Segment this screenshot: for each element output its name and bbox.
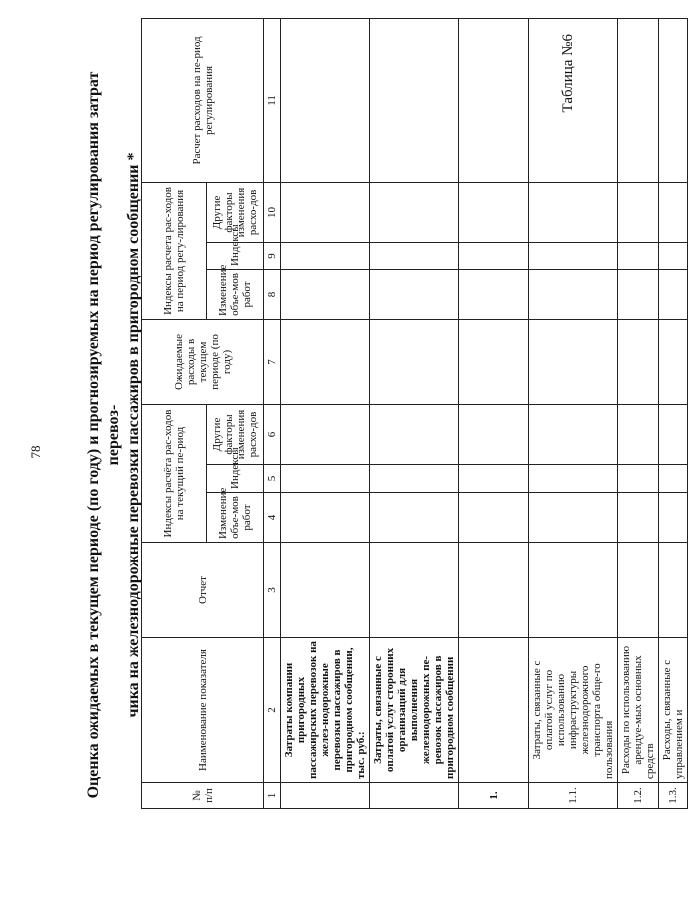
table-cell [370,493,459,543]
table-cell [618,465,659,493]
table-cell [529,319,618,404]
table-cell [370,465,459,493]
header-num: № п/п [142,783,264,809]
table-cell [459,182,529,242]
table-cell [618,493,659,543]
column-number: 8 [264,269,281,319]
column-number: 3 [264,543,281,638]
column-number: 9 [264,242,281,269]
table-cell [618,18,659,182]
table-row [618,18,659,808]
table-cell [459,465,529,493]
table-cell [618,182,659,242]
column-number: 10 [264,182,281,242]
table-cell [659,182,688,242]
header-report: Отчет [142,543,264,638]
table-cell [281,319,370,404]
row-number [281,783,370,809]
row-number [370,783,459,809]
row-name: Расходы, связанные с управлением и [659,638,688,783]
table-row [370,18,459,808]
header-sub-other-regulation: Другие факторы изменения расхо-дов [207,182,264,242]
table-cell [370,543,459,638]
table-cell [281,182,370,242]
table-cell [529,543,618,638]
header-sub-volume-current: Изменение объе-мов работ [207,493,264,543]
row-number: 1.2. [618,783,659,809]
table-cell [370,269,459,319]
table-cell [459,18,529,182]
header-sub-volume-regulation: Изменение объе-мов работ [207,269,264,319]
table-cell [281,493,370,543]
table-cell [370,182,459,242]
table-cell [529,404,618,464]
table-cell [281,242,370,269]
header-regulation-indices: Индексы расчета рас-ходов на период регу-лирования [142,182,207,319]
table-cell [659,465,688,493]
table-cell [529,269,618,319]
table-cell [529,242,618,269]
title-line-1: Оценка ожидаемых в текущем периоде (по году) и прогнозируемых на период регулирования затрат перевоз- [85,71,122,799]
table-cell [529,18,618,182]
row-number: 1.1. [529,783,618,809]
table-cell [281,465,370,493]
table-cell [459,543,529,638]
column-number: 1 [264,783,281,809]
header-expected: Ожидаемые расходы в текущем периоде (по году) [142,319,264,404]
table-cell [659,319,688,404]
row-name [459,638,529,783]
header-sub-indices-current: Индексы [207,465,264,493]
table-cell [659,18,688,182]
column-number: 6 [264,404,281,464]
table-cell [618,543,659,638]
table-cell [459,404,529,464]
header-calculation: Расчет расходов на пе-риод регулирования [142,18,264,182]
table-cell [659,543,688,638]
table-cell [618,319,659,404]
column-number: 5 [264,465,281,493]
column-number: 11 [264,18,281,182]
table-cell [659,269,688,319]
table-cell [370,242,459,269]
document-title [84,55,144,815]
table-label: Таблица №6 [560,34,576,113]
table-row [281,18,370,808]
table-row [659,18,688,808]
column-number-row [264,18,281,808]
table-cell [281,269,370,319]
table-cell [659,493,688,543]
table-cell [459,242,529,269]
row-name: Затраты компании пригородных пассажирских перевозок на желез-нодорожные перевозки пассажиров в пригородном сообщении, тыс. руб.: [281,638,370,783]
row-number: 1.3. [659,783,688,809]
row-number: 1. [459,783,529,809]
costs-table [141,18,688,809]
row-name: Расходы по использованию арендуе-мых основных средств [618,638,659,783]
table-cell [370,18,459,182]
column-number: 2 [264,638,281,783]
column-number: 7 [264,319,281,404]
table-cell [529,493,618,543]
table-cell [459,493,529,543]
header-name: Наименование показателя [142,638,264,783]
table-cell [281,18,370,182]
header-sub-other-current: Другие факторы изменения расхо-дов [207,404,264,464]
table-cell [618,404,659,464]
table-cell [659,242,688,269]
page-number: 78 [28,445,43,459]
table-row [529,18,618,808]
header-sub-indices-regulation: Индексы [207,242,264,269]
table-cell [459,319,529,404]
table-cell [659,404,688,464]
table-row [459,18,529,808]
table-cell [370,319,459,404]
row-name: Затраты, связанные с оплатой услуг по использованию инфраструктуры железнодорожного транспорта обще-го пользования [529,638,618,783]
column-number: 4 [264,493,281,543]
header-row-main [142,18,207,808]
table-cell [281,543,370,638]
row-name: Затраты, связанные с оплатой услуг сторонних организаций для выполнения железнодорожных пе-ревозок пассажиров в пригородном сообщении [370,638,459,783]
table-cell [529,182,618,242]
table-cell [529,465,618,493]
header-current-indices: Индексы расчёта рас-ходов на текущий пе-риод [142,404,207,542]
table-cell [459,269,529,319]
table-cell [618,269,659,319]
table-cell [370,404,459,464]
table-cell [618,242,659,269]
table-cell [281,404,370,464]
title-line-2: чика на железнодорожные перевозки пассажиров в пригородном сообщении * [125,152,142,718]
